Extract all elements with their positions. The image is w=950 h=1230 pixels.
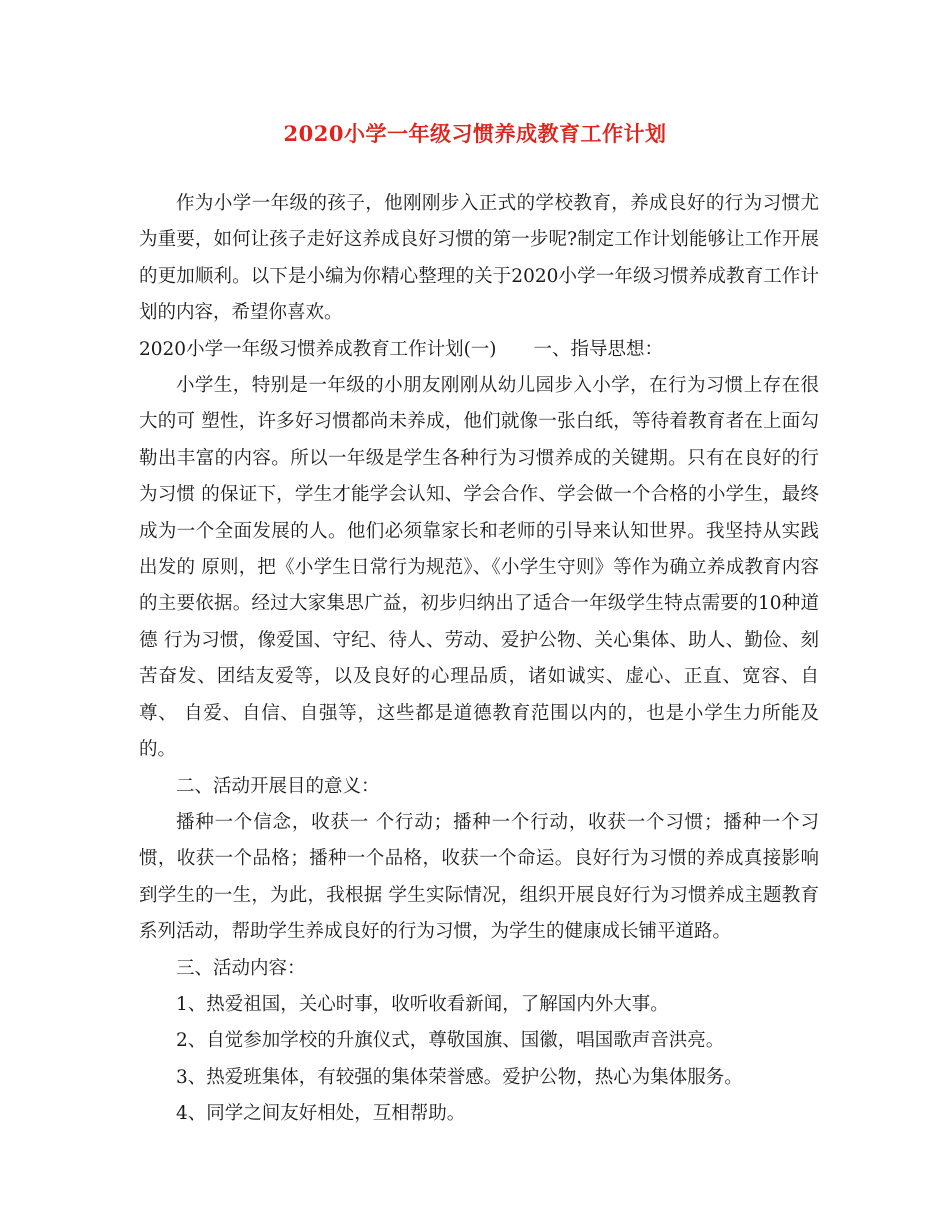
document-body: [139, 186, 819, 1133]
list-item: 3、热爱班集体，有较强的集体荣誉感。爱护公物，热心为集体服务。: [176, 1066, 743, 1088]
intro-paragraph: 作为小学一年级的孩子，他刚刚步入正式的学校教育，养成良好的行为习惯尤为重要，如何让孩子走好这养成良好习惯的第一步呢?制定工作计划能够让工作开展的更加顺利。以下是小编为你精心整理的关于2020小学一年级习惯养成教育工作计划的内容，希望你喜欢。: [139, 193, 819, 324]
list-item: 4、同学之间友好相处，互相帮助。: [176, 1103, 466, 1125]
section-heading-content: 三、活动内容：: [176, 957, 306, 979]
purpose-paragraph: 播种一个信念，收获一 个行动；播种一个行动，收获一个习惯；播种一个习惯，收获一个品格；播种一个品格，收获一个命运。良好行为习惯的养成真接影响到学生的一生，为此，我根据 学生实际情况，组织开展良好行为习惯养成主题教育系列活动，帮助学生养成良好的行为习惯，为学生的健康成长铺平道路。: [139, 811, 819, 943]
plan-heading-line: 2020小学一年级习惯养成教育工作计划(一) 一、指导思想：: [139, 338, 664, 360]
list-item: 2、自觉参加学校的升旗仪式，尊敬国旗、国徽，唱国歌声音洪亮。: [176, 1030, 725, 1052]
guiding-thought-paragraph: 小学生，特别是一年级的小朋友刚刚从幼儿园步入小学，在行为习惯上存在很大的可 塑性，许多好习惯都尚未养成，他们就像一张白纸，等待着教育者在上面勾勒出丰富的内容。所以一年级是学生各种行为习惯养成的关键期。只有在良好的行为习惯 的保证下，学生才能学会认知、学会合作、学会做一个合格的小学生，最终成为一个全面发展的人。他们必须靠家长和老师的引导来认知世界。我坚持从实践出发的 原则，把《小学生日常行为规范》、《小学生守则》等作为确立养成教育内容的主要依据。经过大家集思广益，初步归纳出了适合一年级学生特点需要的10种道德 行为习惯，像爱国、守纪、待人、劳动、爱护公物、关心集体、助人、勤俭、刻苦奋发、团结友爱等，以及良好的心理品质，诸如诚实、虚心、正直、宽容、自尊、 自爱、自信、自强等，这些都是道德教育范围以内的，也是小学生力所能及的。: [139, 375, 819, 761]
list-item: 1、热爱祖国，关心时事，收听收看新闻，了解国内外大事。: [176, 993, 669, 1015]
document-title: 2020小学一年级习惯养成教育工作计划: [283, 121, 667, 146]
section-heading-purpose: 二、活动开展目的意义：: [176, 775, 380, 797]
